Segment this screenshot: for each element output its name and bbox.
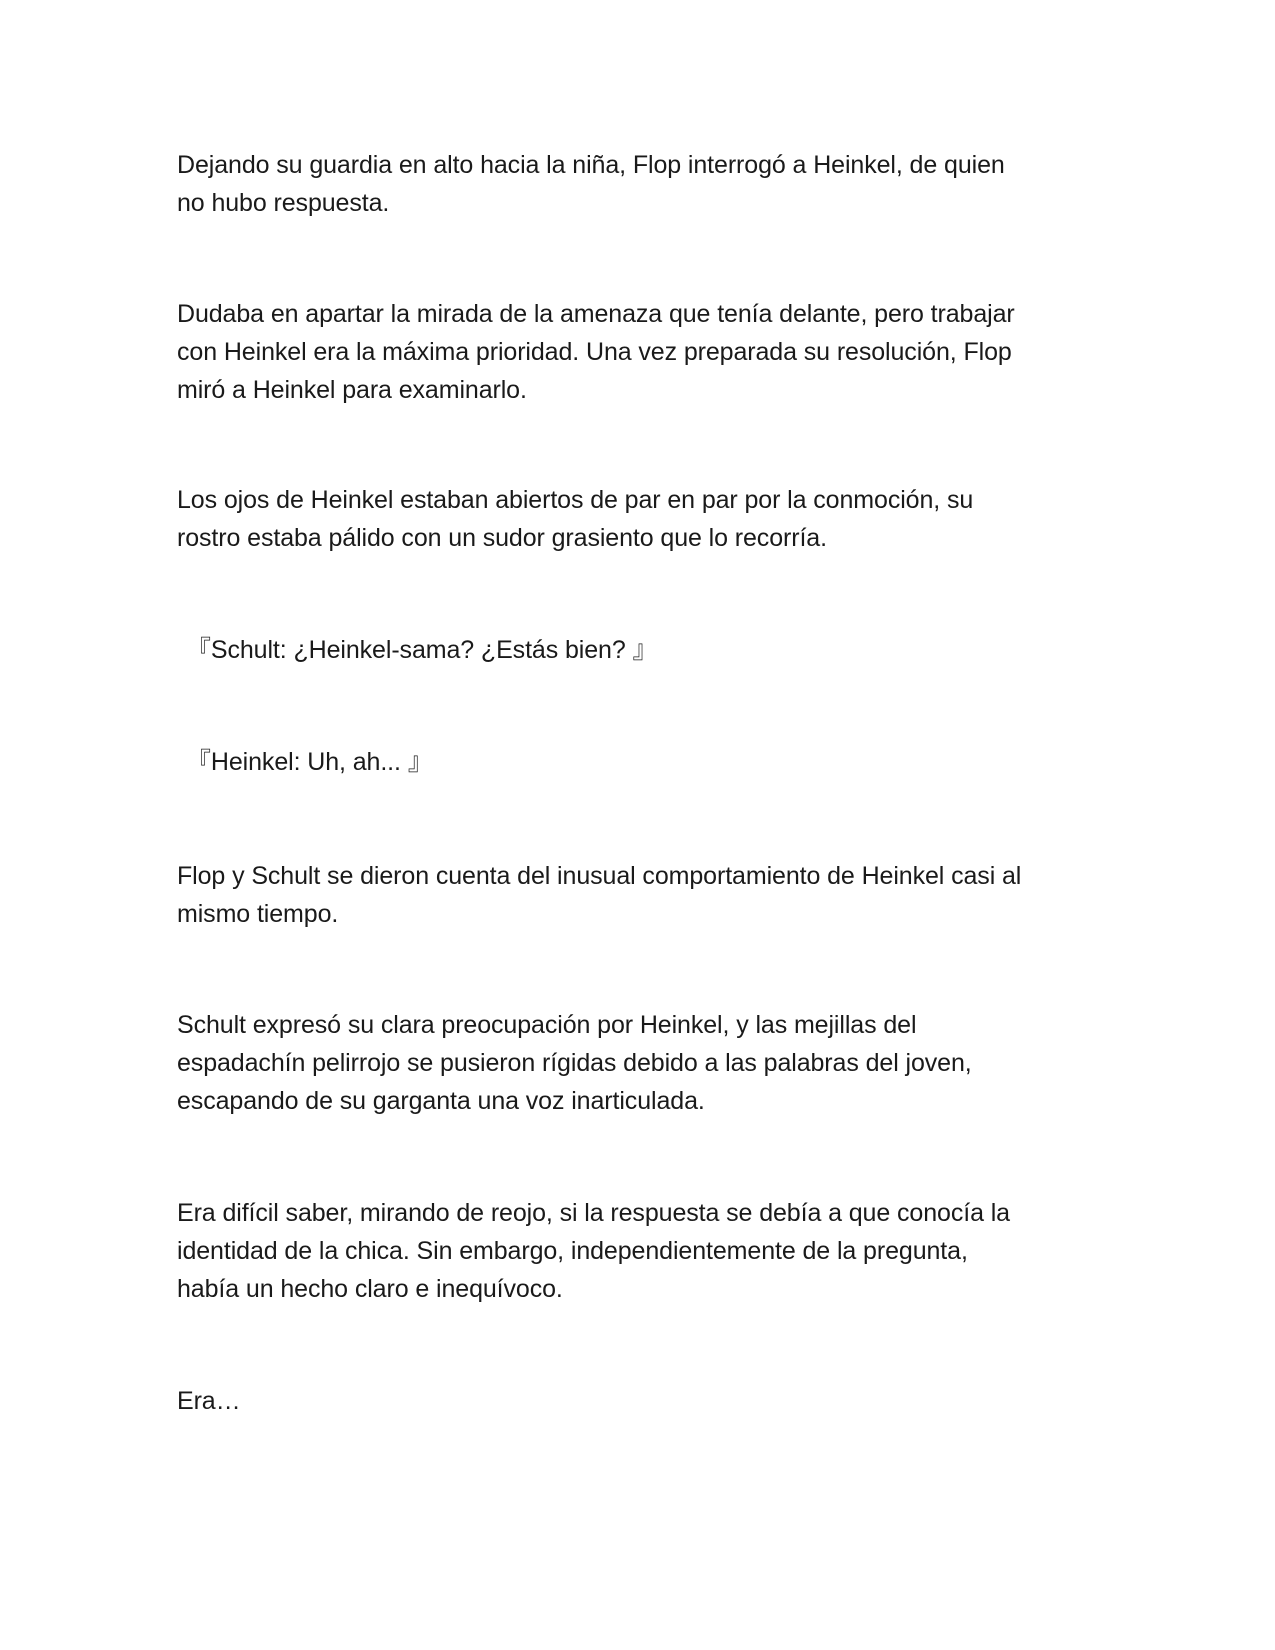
paragraph-3: Los ojos de Heinkel estaban abiertos de par en par por la conmoción, su rostro estaba pálido con un sudor grasiento que lo recorría. [177, 486, 974, 552]
dialogue-heinkel: 『Heinkel: Uh, ah... 』 [186, 748, 433, 776]
paragraph-9: Era… [177, 1387, 241, 1415]
paragraph-2: Dudaba en apartar la mirada de la amenaza que tenía delante, pero trabajar con Heinkel era la máxima prioridad. Una vez preparada su resolución, Flop miró a Heinkel para examinarlo. [177, 300, 1015, 404]
dialogue-schult: 『Schult: ¿Heinkel-sama? ¿Estás bien? 』 [186, 636, 658, 664]
paragraph-6: Flop y Schult se dieron cuenta del inusual comportamiento de Heinkel casi al mismo tiempo. [177, 862, 1022, 928]
paragraph-1: Dejando su guardia en alto hacia la niña, Flop interrogó a Heinkel, de quien no hubo respuesta. [177, 151, 1005, 217]
paragraph-7: Schult expresó su clara preocupación por Heinkel, y las mejillas del espadachín pelirrojo se pusieron rígidas debido a las palabras del joven, escapando de su garganta una voz inarticulada. [177, 1011, 972, 1115]
paragraph-8: Era difícil saber, mirando de reojo, si la respuesta se debía a que conocía la identidad de la chica. Sin embargo, independientemente de la pregunta, había un hecho claro e inequívoco. [177, 1199, 1010, 1303]
